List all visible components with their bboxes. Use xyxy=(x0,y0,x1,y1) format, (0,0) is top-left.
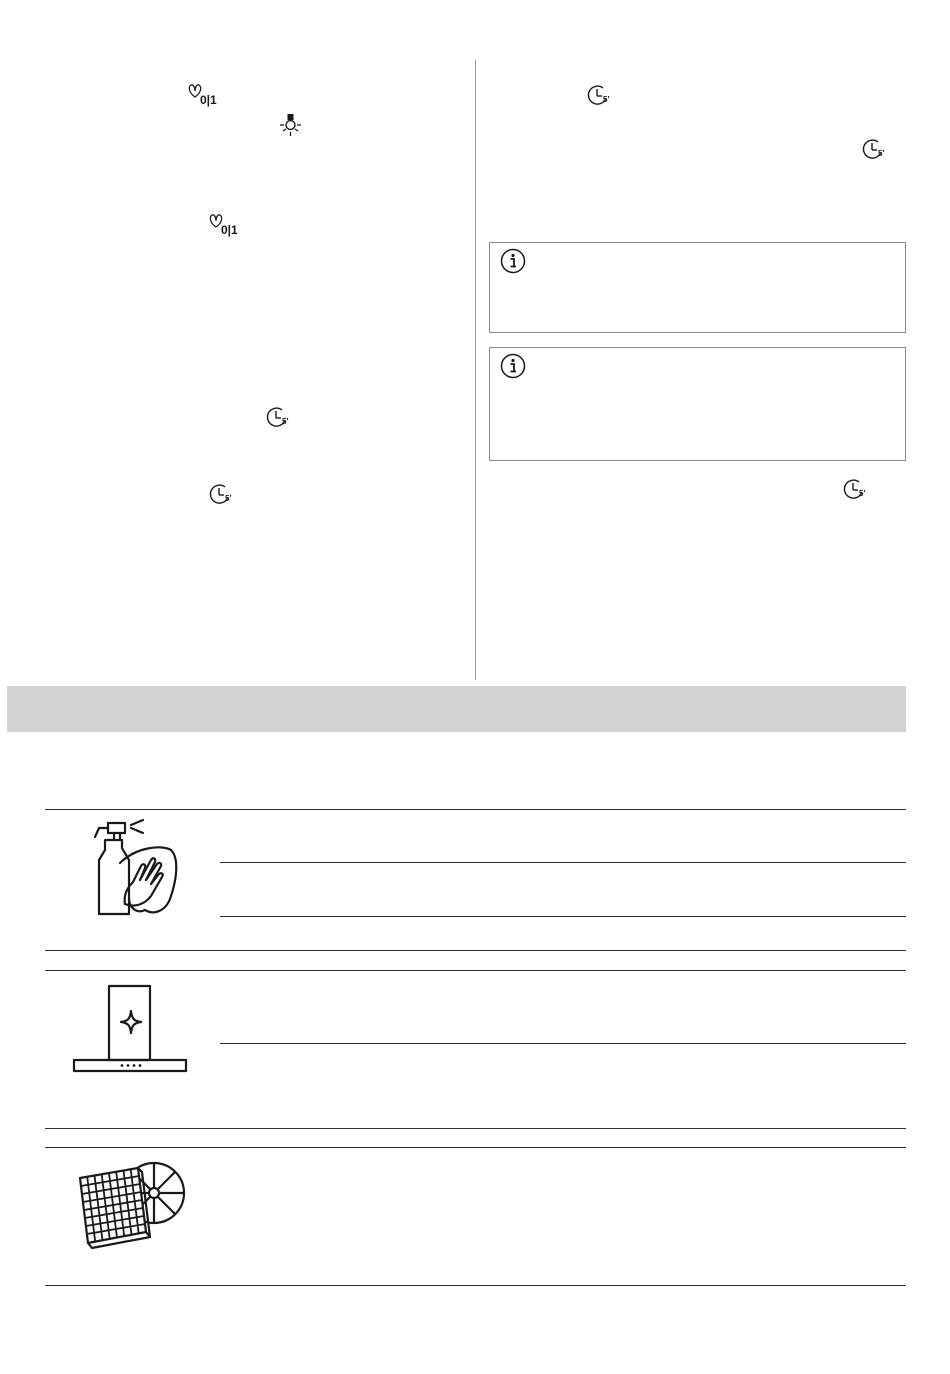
spray-bottle-cloth-icon xyxy=(85,818,185,918)
table-row-top-border xyxy=(45,970,906,971)
table-row-bottom-border xyxy=(45,1128,906,1129)
table-subrow-divider xyxy=(220,916,906,917)
table-subrow-divider xyxy=(220,862,906,863)
cooker-hood-sparkle-icon xyxy=(72,984,190,1074)
timer-5-icon xyxy=(209,482,233,506)
grease-and-carbon-filter-icon xyxy=(76,1160,188,1255)
fan-on-off-icon xyxy=(187,83,227,107)
timer-5-icon xyxy=(266,405,290,429)
light-bulb-icon xyxy=(278,112,304,138)
timer-5-icon xyxy=(862,137,886,161)
timer-5-icon xyxy=(587,83,611,107)
info-icon xyxy=(500,353,526,379)
info-note-box xyxy=(489,347,906,461)
info-note-box xyxy=(489,242,906,333)
table-row-bottom-border xyxy=(45,1285,906,1286)
info-icon xyxy=(500,248,526,274)
table-row-top-border xyxy=(45,1147,906,1148)
timer-5-label: 5′ xyxy=(859,489,866,498)
table-subrow-divider xyxy=(220,1043,906,1044)
table-row-bottom-border xyxy=(45,950,906,951)
column-divider xyxy=(475,60,476,680)
timer-5-label: 5′ xyxy=(603,95,610,104)
section-header-band xyxy=(7,686,906,732)
fan-on-off-icon xyxy=(208,213,248,237)
timer-5-label: 5′ xyxy=(225,494,232,503)
table-row-top-border xyxy=(45,809,906,810)
timer-5-label: 5′ xyxy=(878,149,885,158)
fan-on-off-label: 0|1 xyxy=(200,93,217,107)
timer-5-label: 5′ xyxy=(282,417,289,426)
timer-5-icon xyxy=(843,477,867,501)
fan-on-off-label: 0|1 xyxy=(221,223,238,237)
